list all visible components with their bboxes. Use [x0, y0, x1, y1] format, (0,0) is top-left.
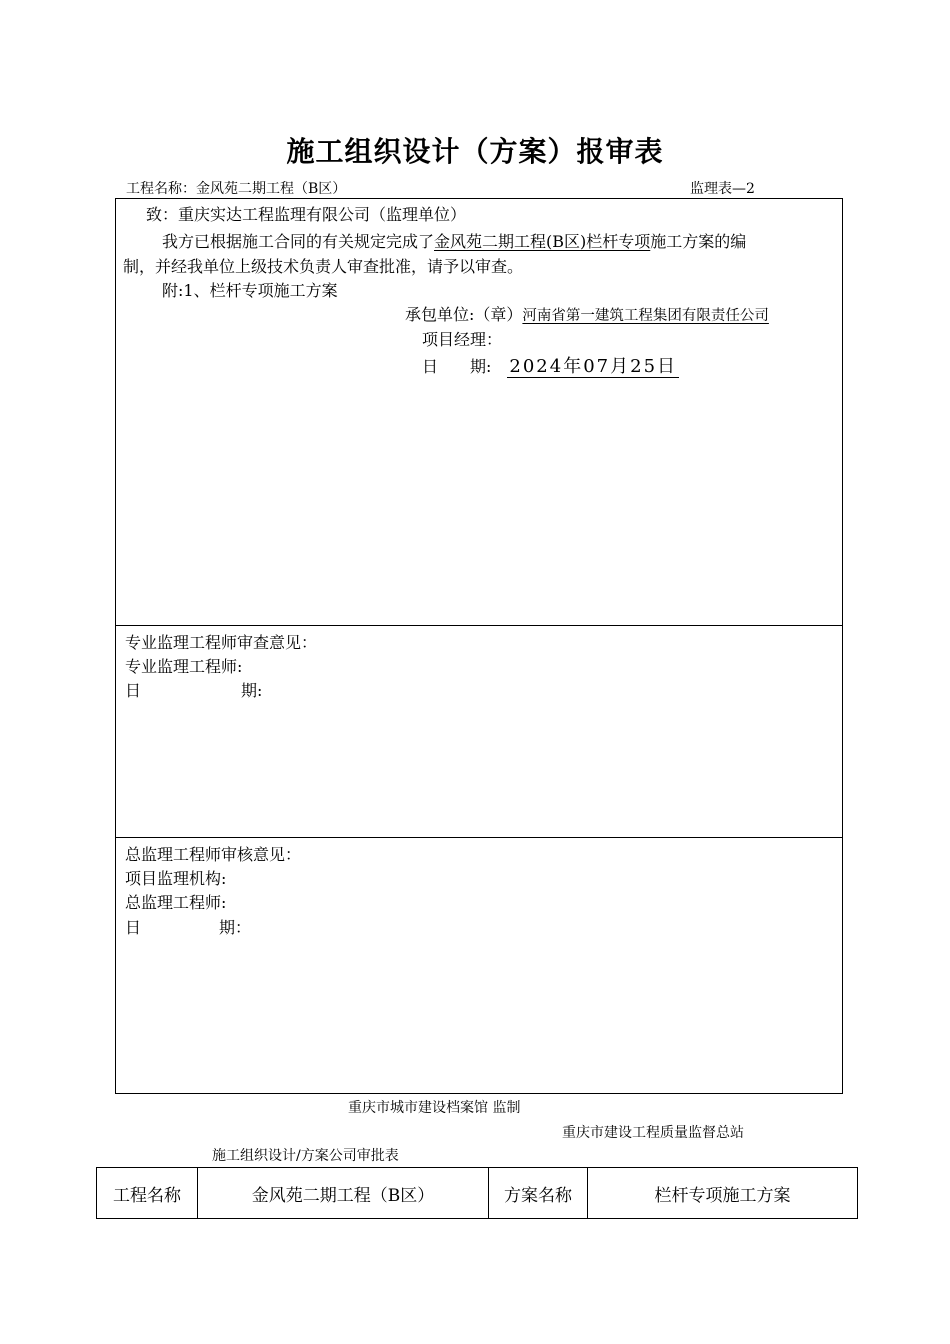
submission-date-value: 2024年07月25日 [509, 356, 678, 377]
contractor-line [405, 302, 769, 325]
page-title: 施工组织设计（方案）报审表 [286, 135, 664, 168]
contractor-value: 河南省第一建筑工程集团有限责任公司 [522, 308, 769, 324]
quality-station: 重庆市建设工程质量监督总站 [562, 1125, 744, 1141]
submission-date-label: 日 期: [422, 357, 492, 376]
chief-date-label-right: 期： [219, 918, 252, 937]
submission-text-suffix: 施工方案的编 [650, 232, 747, 251]
submission-project-scope: 金风苑二期工程(B区)栏杆专项 [434, 232, 651, 251]
contractor-label: 承包单位:（章） [405, 305, 523, 324]
project-manager-label: 项目经理： [422, 330, 503, 349]
attachment-line: 附:1、栏杆专项施工方案 [162, 281, 338, 300]
form-code: 监理表—2 [690, 181, 755, 197]
chief-date-label-left: 日 [125, 918, 142, 937]
section-divider-1 [115, 625, 843, 626]
scheme-name-value-cell: 栏杆专项施工方案 [588, 1168, 858, 1219]
approval-table [96, 1167, 858, 1219]
chief-opinion-label: 总监理工程师审核意见： [125, 845, 302, 864]
engineer-date-label-right: 期: [241, 681, 263, 700]
table-row [97, 1168, 858, 1219]
scheme-name-header-cell: 方案名称 [489, 1168, 588, 1219]
chief-engineer-label: 总监理工程师: [125, 893, 227, 912]
project-name-value-cell: 金风苑二期工程（B区） [198, 1168, 489, 1219]
submission-text-line1 [162, 229, 746, 252]
project-name-header-cell: 工程名称 [97, 1168, 198, 1219]
engineer-opinion-label: 专业监理工程师审查意见： [125, 633, 318, 652]
submission-date-line [422, 352, 679, 378]
section-divider-2 [115, 837, 843, 838]
submission-text-prefix: 我方已根据施工合同的有关规定完成了 [162, 232, 435, 251]
supervision-issuer: 重庆市城市建设档案馆 监制 [348, 1100, 521, 1116]
engineer-date-label-left: 日 [125, 681, 142, 700]
addressee-line: 致：重庆实达工程监理有限公司（监理单位） [146, 205, 467, 224]
engineer-label: 专业监理工程师: [125, 657, 243, 676]
submission-text-line2: 制，并经我单位上级技术负责人审查批准，请予以审查。 [123, 257, 524, 276]
project-name-label: 工程名称：金风苑二期工程（B区） [126, 181, 347, 197]
supervision-org-label: 项目监理机构: [125, 869, 227, 888]
approval-table-caption: 施工组织设计/方案公司审批表 [212, 1148, 399, 1164]
